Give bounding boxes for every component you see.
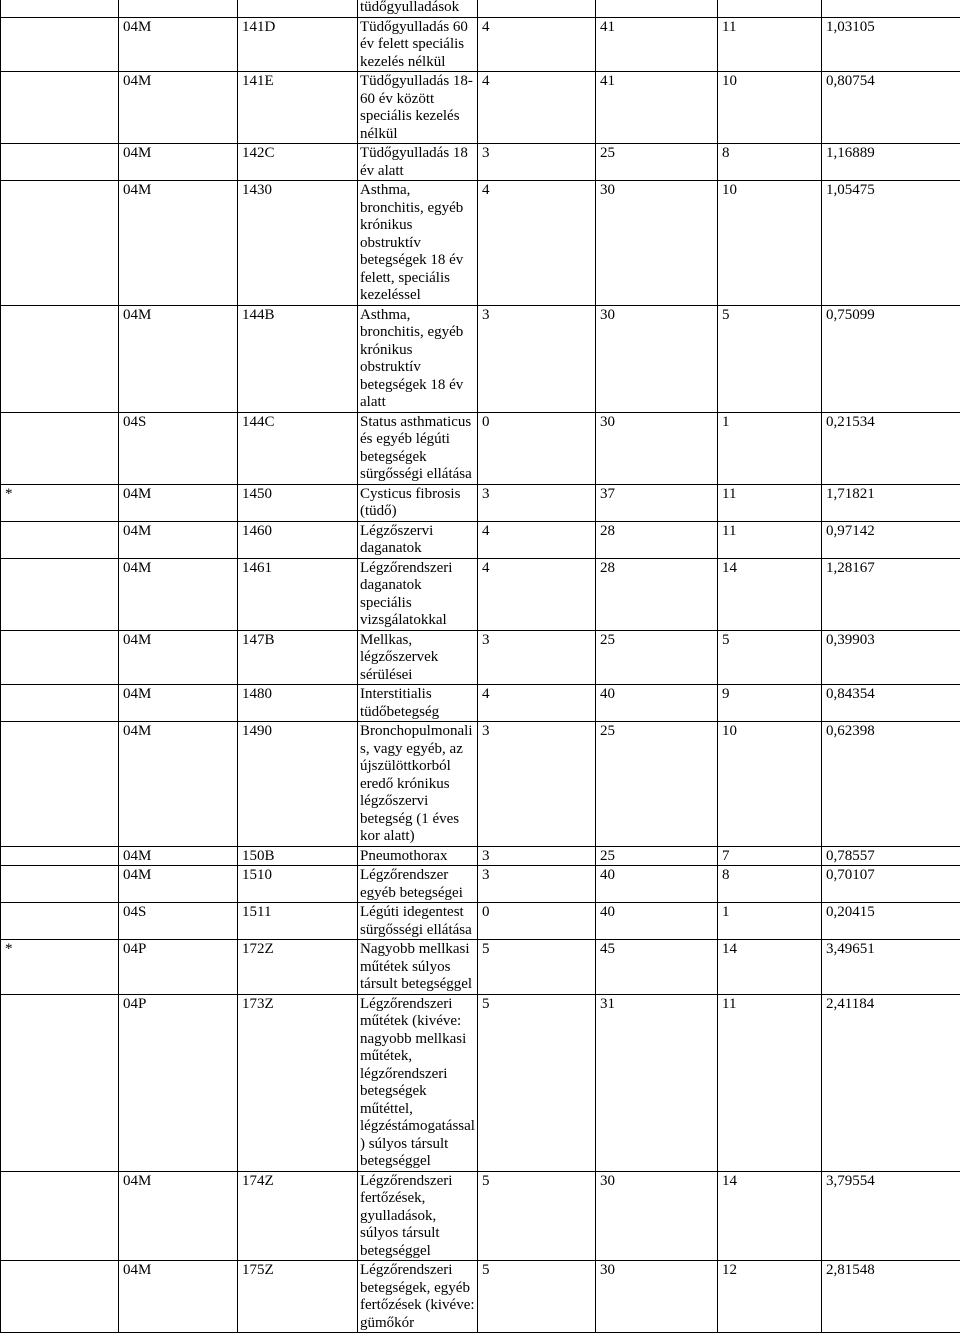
cell-mark [1, 630, 119, 685]
cell-mark [1, 558, 119, 630]
cell-col4: 5 [478, 1171, 596, 1261]
cell-col7: 0,20415 [822, 903, 960, 940]
cell-name: tüdőgyulladások [358, 0, 478, 17]
cell-type: 04M [119, 1261, 238, 1333]
cell-name: Asthma, bronchitis, egyéb krónikus obstruktív betegségek 18 év alatt [358, 305, 478, 412]
cell-col6: 12 [718, 1261, 822, 1333]
cell-col5: 37 [596, 484, 718, 521]
cell-mark [1, 0, 119, 17]
cell-col5: 41 [596, 72, 718, 144]
table-row [1, 722, 960, 847]
table-row [1, 630, 960, 685]
cell-type: 04S [119, 412, 238, 484]
cell-code: 147B [238, 630, 358, 685]
cell-mark [1, 722, 119, 847]
cell-name: Légzőrendszeri daganatok speciális vizsgálatokkal [358, 558, 478, 630]
table-row [1, 484, 960, 521]
cell-col5: 25 [596, 630, 718, 685]
cell-col6: 11 [718, 17, 822, 72]
table-row [1, 994, 960, 1171]
cell-code: 150B [238, 846, 358, 866]
cell-col6: 14 [718, 1171, 822, 1261]
cell-mark [1, 521, 119, 558]
table-body [1, 0, 960, 1333]
cell-code: 142C [238, 144, 358, 181]
cell-col7: 0,70107 [822, 866, 960, 903]
cell-mark [1, 181, 119, 306]
cell-code: 1460 [238, 521, 358, 558]
cell-name: Légzőrendszer egyéb betegségei [358, 866, 478, 903]
cell-col6: 7 [718, 846, 822, 866]
cell-col5: 30 [596, 305, 718, 412]
cell-col4: 3 [478, 305, 596, 412]
cell-name: Bronchopulmonalis, vagy egyéb, az újszülöttkorból eredő krónikus légzőszervi betegség (1 éves kor alatt) [358, 722, 478, 847]
cell-col4: 4 [478, 72, 596, 144]
cell-col5: 40 [596, 866, 718, 903]
cell-col7: 2,41184 [822, 994, 960, 1171]
cell-col6: 5 [718, 305, 822, 412]
cell-name: Légúti idegentest sürgősségi ellátása [358, 903, 478, 940]
cell-col7: 0,84354 [822, 685, 960, 722]
cell-col7: 0,80754 [822, 72, 960, 144]
cell-name: Légzőrendszeri fertőzések, gyulladások, súlyos társult betegséggel [358, 1171, 478, 1261]
cell-col7: 0,97142 [822, 521, 960, 558]
cell-col6: 5 [718, 630, 822, 685]
cell-code: 144B [238, 305, 358, 412]
cell-col7: 0,21534 [822, 412, 960, 484]
table-row [1, 846, 960, 866]
table-row [1, 1171, 960, 1261]
cell-code: 1511 [238, 903, 358, 940]
cell-type: 04M [119, 846, 238, 866]
cell-code: 172Z [238, 940, 358, 995]
cell-col4: 5 [478, 1261, 596, 1333]
cell-name: Tüdőgyulladás 60 év felett speciális kezelés nélkül [358, 17, 478, 72]
cell-col4: 0 [478, 412, 596, 484]
cell-col4: 4 [478, 181, 596, 306]
cell-mark [1, 994, 119, 1171]
table-row [1, 0, 960, 17]
cell-name: Cysticus fibrosis (tüdő) [358, 484, 478, 521]
cell-col6: 10 [718, 181, 822, 306]
cell-mark [1, 412, 119, 484]
cell-type: 04M [119, 181, 238, 306]
cell-type [119, 0, 238, 17]
cell-col5: 30 [596, 412, 718, 484]
cell-mark [1, 305, 119, 412]
cell-type: 04P [119, 940, 238, 995]
cell-col6: 14 [718, 940, 822, 995]
cell-type: 04M [119, 630, 238, 685]
cell-name: Tüdőgyulladás 18-60 év között speciális kezelés nélkül [358, 72, 478, 144]
cell-name: Asthma, bronchitis, egyéb krónikus obstruktív betegségek 18 év felett, speciális kezeléssel [358, 181, 478, 306]
cell-type: 04M [119, 722, 238, 847]
cell-code: 1510 [238, 866, 358, 903]
table-row [1, 144, 960, 181]
cell-type: 04M [119, 484, 238, 521]
table-row [1, 866, 960, 903]
cell-mark: * [1, 940, 119, 995]
table-row [1, 903, 960, 940]
cell-col5: 31 [596, 994, 718, 1171]
table-row [1, 412, 960, 484]
table-row [1, 72, 960, 144]
cell-type: 04P [119, 994, 238, 1171]
cell-col4: 5 [478, 994, 596, 1171]
cell-mark [1, 685, 119, 722]
cell-code: 1430 [238, 181, 358, 306]
cell-name: Tüdőgyulladás 18 év alatt [358, 144, 478, 181]
cell-col4: 3 [478, 866, 596, 903]
cell-col7 [822, 0, 960, 17]
cell-mark [1, 866, 119, 903]
table-row [1, 558, 960, 630]
cell-col6: 8 [718, 144, 822, 181]
cell-col6: 8 [718, 866, 822, 903]
cell-col5: 28 [596, 521, 718, 558]
cell-code: 1480 [238, 685, 358, 722]
cell-mark: * [1, 484, 119, 521]
cell-col5: 25 [596, 144, 718, 181]
cell-col4: 4 [478, 521, 596, 558]
cell-type: 04M [119, 144, 238, 181]
cell-type: 04M [119, 17, 238, 72]
cell-col7: 0,75099 [822, 305, 960, 412]
table-row [1, 940, 960, 995]
cell-mark [1, 72, 119, 144]
cell-mark [1, 17, 119, 72]
cell-col7: 1,05475 [822, 181, 960, 306]
cell-code: 1450 [238, 484, 358, 521]
cell-code: 1461 [238, 558, 358, 630]
cell-type: 04M [119, 305, 238, 412]
cell-col5: 30 [596, 1171, 718, 1261]
cell-col4: 3 [478, 630, 596, 685]
cell-mark [1, 903, 119, 940]
cell-col6: 14 [718, 558, 822, 630]
cell-name: Légzőrendszeri betegségek, egyéb fertőzések (kivéve: gümőkór [358, 1261, 478, 1333]
cell-col5: 28 [596, 558, 718, 630]
cell-col6: 10 [718, 722, 822, 847]
cell-col7: 3,79554 [822, 1171, 960, 1261]
cell-col5: 45 [596, 940, 718, 995]
cell-col4: 3 [478, 846, 596, 866]
table-row [1, 521, 960, 558]
cell-mark [1, 846, 119, 866]
cell-col4: 3 [478, 722, 596, 847]
cell-col5: 40 [596, 685, 718, 722]
cell-code: 173Z [238, 994, 358, 1171]
cell-col4: 0 [478, 903, 596, 940]
table-row [1, 17, 960, 72]
cell-type: 04M [119, 558, 238, 630]
cell-type: 04M [119, 521, 238, 558]
cell-col4: 3 [478, 144, 596, 181]
cell-type: 04M [119, 866, 238, 903]
cell-col5: 25 [596, 846, 718, 866]
cell-name: Légzőszervi daganatok [358, 521, 478, 558]
cell-code: 1490 [238, 722, 358, 847]
cell-col5: 25 [596, 722, 718, 847]
cell-code [238, 0, 358, 17]
cell-mark [1, 1171, 119, 1261]
cell-name: Mellkas, légzőszervek sérülései [358, 630, 478, 685]
cell-name: Nagyobb mellkasi műtétek súlyos társult betegséggel [358, 940, 478, 995]
cell-name: Légzőrendszeri műtétek (kivéve: nagyobb mellkasi műtétek, légzőrendszeri betegségek műtéttel, légzéstámogatással) súlyos társult betegséggel [358, 994, 478, 1171]
cell-mark [1, 1261, 119, 1333]
cell-code: 175Z [238, 1261, 358, 1333]
cell-col5: 30 [596, 1261, 718, 1333]
cell-type: 04M [119, 72, 238, 144]
cell-mark [1, 144, 119, 181]
cell-col5 [596, 0, 718, 17]
cell-col6: 11 [718, 994, 822, 1171]
cell-col7: 0,39903 [822, 630, 960, 685]
cell-code: 141E [238, 72, 358, 144]
cell-col5: 41 [596, 17, 718, 72]
table-row [1, 305, 960, 412]
cell-col7: 3,49651 [822, 940, 960, 995]
cell-col6: 11 [718, 484, 822, 521]
cell-col4: 4 [478, 17, 596, 72]
cell-col7: 1,03105 [822, 17, 960, 72]
cell-col6 [718, 0, 822, 17]
cell-col7: 0,78557 [822, 846, 960, 866]
cell-name: Interstitialis tüdőbetegség [358, 685, 478, 722]
cell-col7: 1,16889 [822, 144, 960, 181]
cell-name: Pneumothorax [358, 846, 478, 866]
cell-col7: 1,71821 [822, 484, 960, 521]
cell-name: Status asthmaticus és egyéb légúti betegségek sürgősségi ellátása [358, 412, 478, 484]
cell-col7: 1,28167 [822, 558, 960, 630]
cell-col4: 3 [478, 484, 596, 521]
cell-col7: 2,81548 [822, 1261, 960, 1333]
cell-col6: 9 [718, 685, 822, 722]
cell-col6: 11 [718, 521, 822, 558]
table-row [1, 181, 960, 306]
cell-col4 [478, 0, 596, 17]
cell-col7: 0,62398 [822, 722, 960, 847]
cell-col5: 40 [596, 903, 718, 940]
cell-code: 141D [238, 17, 358, 72]
cell-type: 04S [119, 903, 238, 940]
table-row [1, 1261, 960, 1333]
cell-code: 174Z [238, 1171, 358, 1261]
cell-col4: 4 [478, 558, 596, 630]
cell-col6: 10 [718, 72, 822, 144]
cell-type: 04M [119, 1171, 238, 1261]
cell-type: 04M [119, 685, 238, 722]
cell-col5: 30 [596, 181, 718, 306]
cell-col4: 4 [478, 685, 596, 722]
cell-code: 144C [238, 412, 358, 484]
cell-col6: 1 [718, 903, 822, 940]
cell-col6: 1 [718, 412, 822, 484]
table-row [1, 685, 960, 722]
cell-col4: 5 [478, 940, 596, 995]
